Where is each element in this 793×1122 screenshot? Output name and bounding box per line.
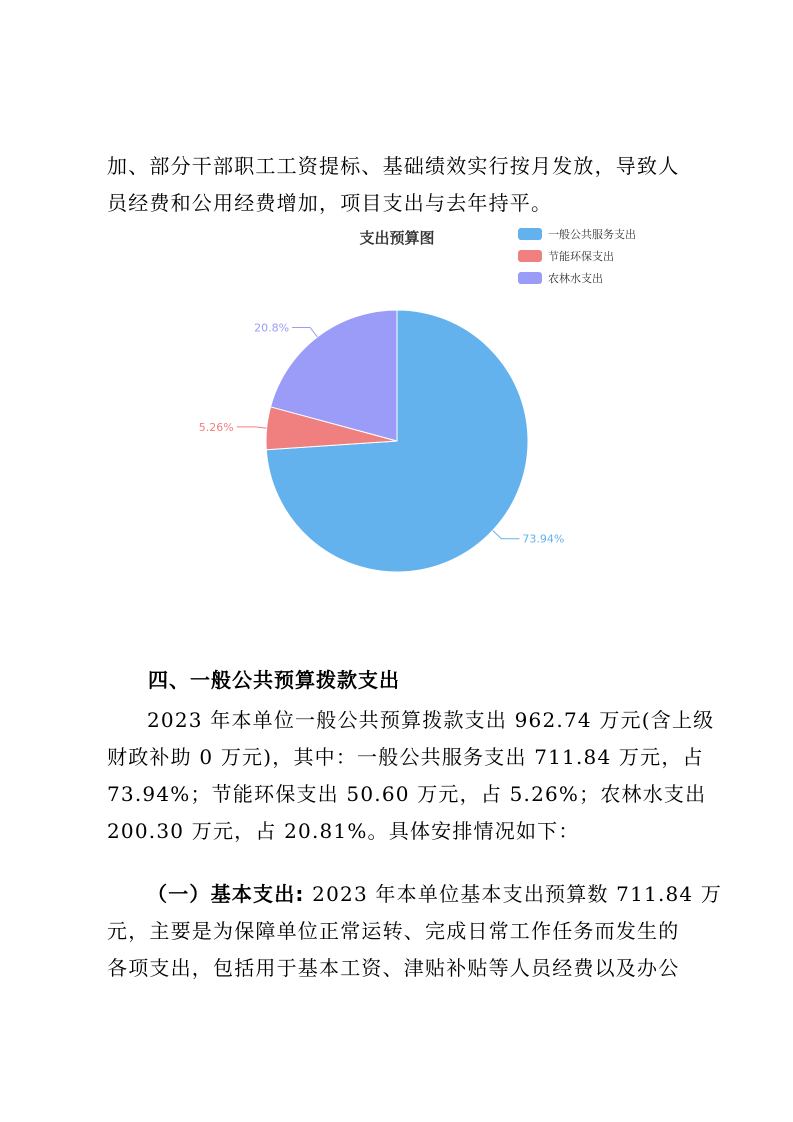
pie-data-label: 73.94% — [522, 532, 565, 546]
pie-slices — [266, 310, 528, 572]
pie-chart-svg — [180, 215, 660, 585]
pie-leader-line — [237, 427, 267, 428]
pie-data-label: 20.8% — [254, 321, 290, 335]
text-line — [107, 876, 723, 913]
legend-label: 节能环保支出 — [548, 250, 614, 263]
text-line: 员经费和公用经费增加，项目支出与去年持平。 — [107, 191, 553, 215]
text-line: 财政补助 0 万元)，其中：一般公共服务支出 711.84 万元，占 — [107, 745, 704, 769]
text-line: 2023 年本单位一般公共预算拨款支出 962.74 万元(含上级 — [147, 708, 715, 732]
basic-expense-lead: （一）基本支出: — [147, 882, 305, 906]
chart-legend — [518, 227, 636, 285]
text-line: 加、部分干部职工工资提标、基础绩效实行按月发放，导致人 — [107, 154, 680, 178]
text-line: 元，主要是为保障单位正常运转、完成日常工作任务而发生的 — [107, 919, 680, 943]
basic-expense-line1: 2023 年本单位基本支出预算数 711.84 万 — [304, 882, 723, 906]
basic-expense-paragraph — [107, 876, 723, 987]
intro-paragraph — [107, 148, 692, 222]
legend-swatch — [518, 250, 542, 262]
legend-label: 农林水支出 — [548, 272, 603, 285]
legend-swatch — [518, 272, 542, 284]
pie-leader-line — [292, 327, 317, 337]
text-line: 73.94%；节能环保支出 50.60 万元，占 5.26%；农林水支出 — [107, 782, 707, 806]
chart-title: 支出预算图 — [359, 229, 435, 247]
pie-data-label: 5.26% — [198, 420, 234, 434]
pie-leader-line — [493, 530, 520, 538]
expense-pie-chart — [180, 215, 660, 585]
section-paragraph — [107, 702, 715, 850]
section-heading: 四、一般公共预算拨款支出 — [148, 668, 400, 692]
legend-swatch — [518, 228, 542, 240]
text-line: 200.30 万元，占 20.81%。具体安排情况如下： — [107, 819, 580, 843]
legend-label: 一般公共服务支出 — [548, 228, 636, 241]
text-line: 各项支出，包括用于基本工资、津贴补贴等人员经费以及办公 — [107, 956, 680, 980]
